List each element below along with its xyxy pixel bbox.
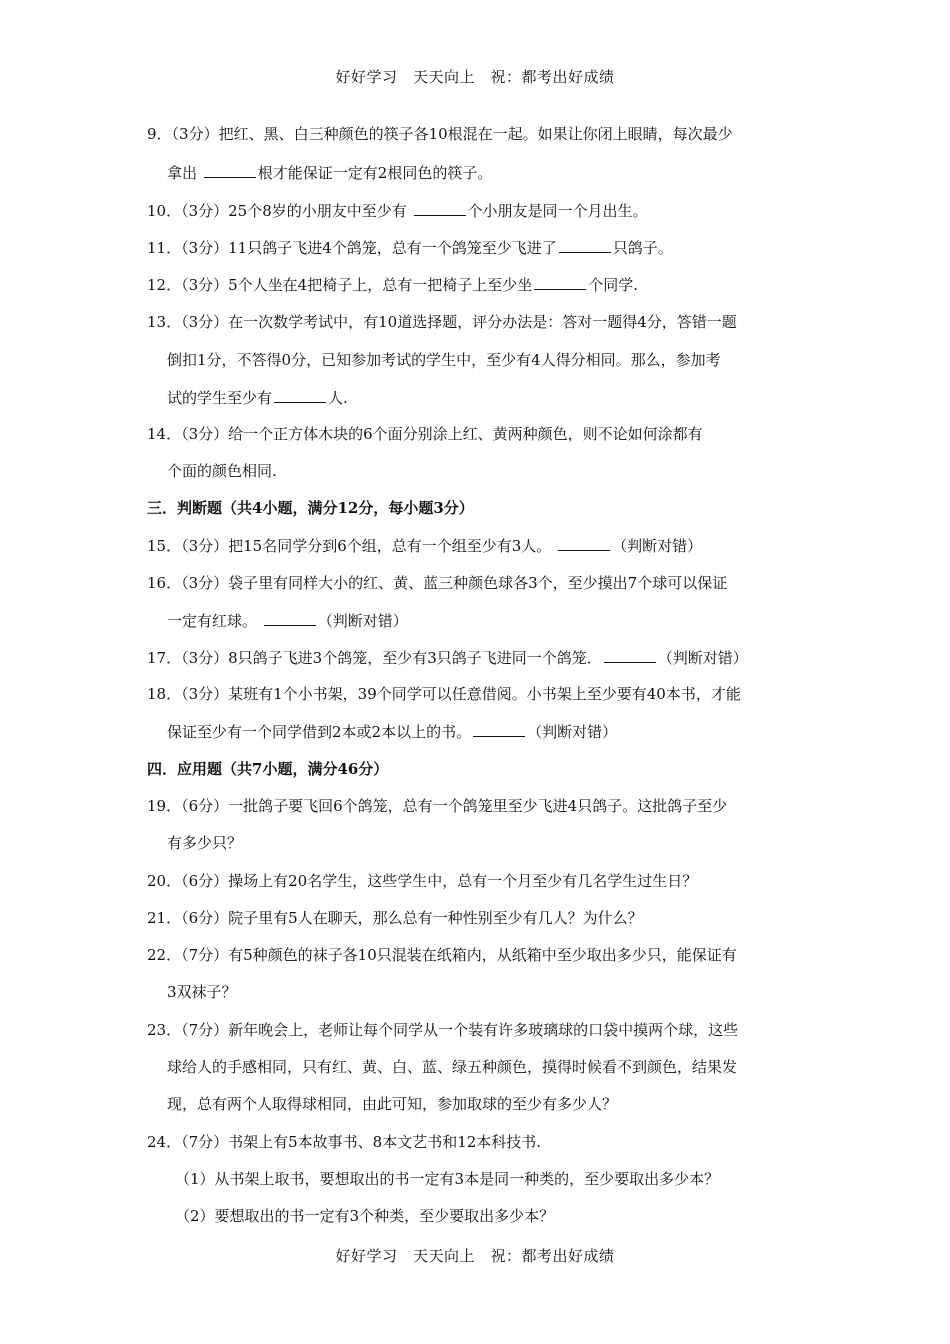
question-24: 24．（7分）书架上有5本故事书、8本文艺书和12本科技书. [147,1133,542,1151]
page-header: 好好学习 天天向上 祝：都考出好成绩 [335,68,615,86]
answer-blank [414,200,466,216]
question-24-part-2: （2）要想取出的书一定有3个种类，至少要取出多少本？ [175,1207,555,1225]
answer-blank [604,647,656,663]
question-21: 21．（6分）院子里有5人在聊天，那么总有一种性别至少有几人？为什么？ [147,909,643,927]
question-13-line-1: 13．（3分）在一次数学考试中，有10道选择题，评分办法是：答对一题得4分，答错一题 [147,313,737,331]
answer-blank [473,721,525,737]
question-12 [147,274,638,295]
q16-text-before: 一定有红球。 [167,612,262,630]
q9-text-after: 根才能保证一定有2根同色的筷子。 [257,164,493,182]
question-14-line-2: 个面的颜色相同. [167,462,277,480]
question-22-line-2: 3双袜子？ [167,983,237,1001]
answer-blank [264,610,316,626]
question-18-line-1: 18．（3分）某班有1个小书架，39个同学可以任意借阅。小书架上至少要有40本书，才能 [147,685,741,703]
question-23-line-3: 现，总有两个人取得球相同，由此可知，参加取球的至少有多少人？ [167,1095,618,1113]
question-16-line-2 [167,610,408,631]
question-13-line-3 [167,387,348,408]
q13-text-before: 试的学生至少有 [167,389,273,407]
q10-text-before: 10．（3分）25个8岁的小朋友中至少有 [147,202,412,220]
question-10 [147,200,648,221]
q17-text-after: （判断对错） [657,649,748,667]
q10-text-after: 个小朋友是同一个月出生。 [467,202,648,220]
question-14-line-1: 14．（3分）给一个正方体木块的6个面分别涂上红、黄两种颜色，则不论如何涂都有 [147,425,703,443]
answer-blank [559,237,611,253]
q16-text-after: （判断对错） [317,612,408,630]
q11-text-after: 只鸽子。 [612,239,673,257]
q15-text-before: 15．（3分）把15名同学分到6个组，总有一个组至少有3人。 [147,537,557,555]
question-16-line-1: 16．（3分）袋子里有同样大小的红、黄、蓝三种颜色球各3个，至少摸出7个球可以保证 [147,574,728,592]
q13-text-after: 人. [328,389,348,407]
question-22-line-1: 22．（7分）有5种颜色的袜子各10只混装在纸箱内，从纸箱中至少取出多少只，能保证有 [147,946,737,964]
q18-text-before: 保证至少有一个同学借到2本或2本以上的书。 [167,723,472,741]
answer-blank [274,387,326,403]
question-9-line-2 [167,162,492,183]
q11-text-before: 11．（3分）11只鸽子飞进4个鸽笼，总有一个鸽笼至少飞进了 [147,239,557,257]
q15-text-after: （判断对错） [612,537,703,555]
q18-text-after: （判断对错） [527,723,618,741]
question-23-line-2: 球给人的手感相同，只有红、黄、白、蓝、绿五种颜色，摸得时候看不到颜色，结果发 [167,1058,738,1076]
question-18-line-2 [167,721,617,742]
answer-blank [534,274,586,290]
question-13-line-2: 倒扣1分，不答得0分，已知参加考试的学生中，至少有4人得分相同。那么，参加考 [167,351,721,369]
question-15 [147,535,702,556]
answer-blank [204,162,256,178]
question-9-line-1: 9．（3分）把红、黑、白三种颜色的筷子各10根混在一起。如果让你闭上眼睛，每次最少 [147,125,733,143]
section-4-heading: 四．应用题（共7小题，满分46分） [147,760,389,778]
question-19-line-2: 有多少只？ [167,834,243,852]
answer-blank [558,535,610,551]
question-24-part-1: （1）从书架上取书，要想取出的书一定有3本是同一种类的，至少要取出多少本？ [175,1170,720,1188]
q17-text-before: 17．（3分）8只鸽子飞进3个鸽笼，至少有3只鸽子飞进同一个鸽笼． [147,649,602,667]
q12-text-before: 12．（3分）5个人坐在4把椅子上，总有一把椅子上至少坐 [147,276,533,294]
question-19-line-1: 19．（6分）一批鸽子要飞回6个鸽笼，总有一个鸽笼里至少飞进4只鸽子。这批鸽子至少 [147,797,728,815]
question-17 [147,647,748,668]
q12-text-after: 个同学. [588,276,639,294]
page-footer: 好好学习 天天向上 祝：都考出好成绩 [335,1247,615,1265]
q9-text-before: 拿出 [167,164,202,182]
question-20: 20．（6分）操场上有20名学生，这些学生中，总有一个月至少有几名学生过生日？ [147,872,698,890]
question-23-line-1: 23．（7分）新年晚会上，老师让每个同学从一个装有许多玻璃球的口袋中摸两个球，这些 [147,1021,739,1039]
section-3-heading: 三．判断题（共4小题，满分12分，每小题3分） [147,499,474,517]
question-11 [147,237,673,258]
